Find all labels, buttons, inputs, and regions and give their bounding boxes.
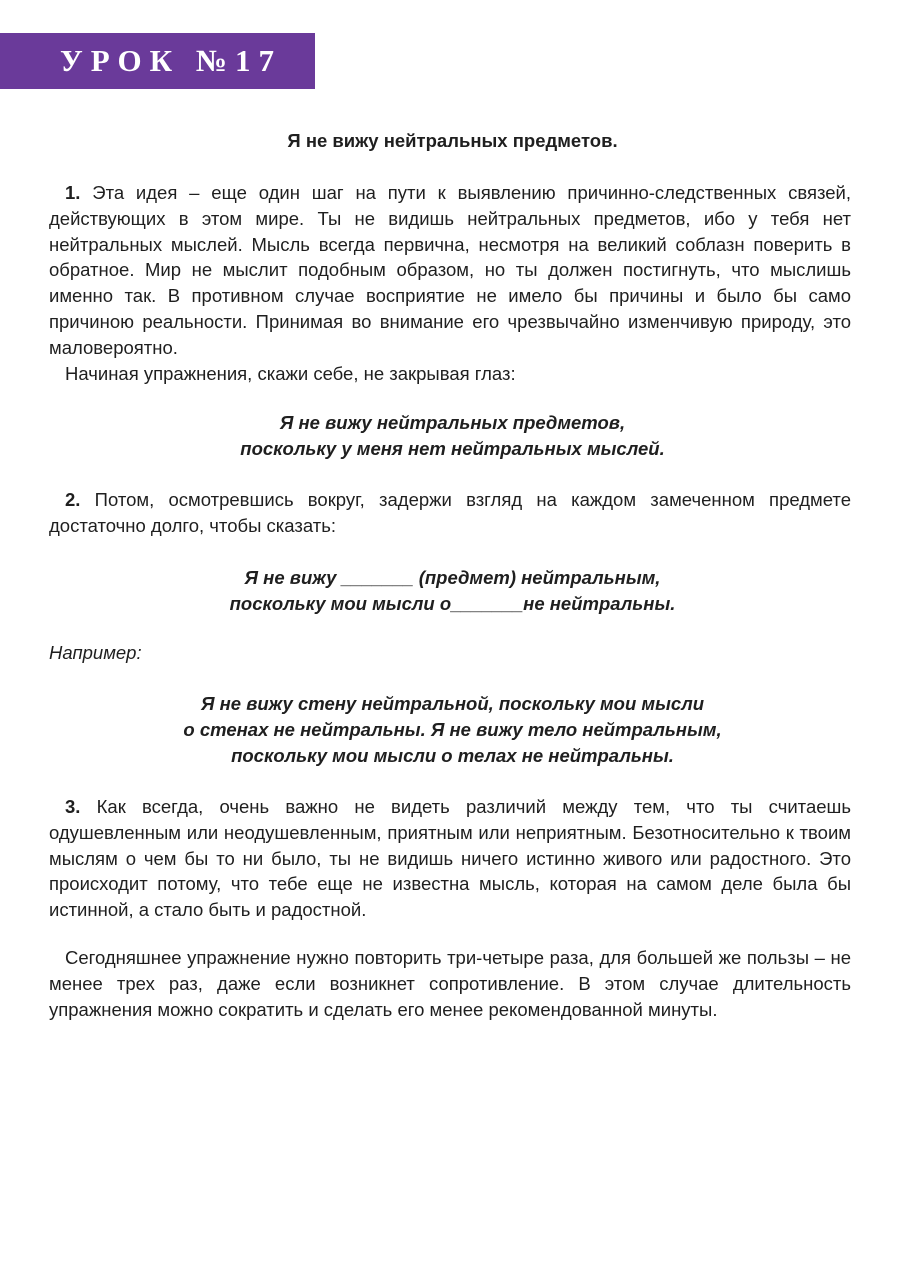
quote-line: поскольку мои мысли о_______не нейтральны. [229, 592, 676, 614]
section-3-paragraph [49, 794, 851, 923]
section-1-number: 1. [65, 182, 81, 203]
lesson-title: Я не вижу нейтральных предметов. [287, 130, 618, 151]
section-1-text: Эта идея – еще один шаг на пути к выявлению причинно-следственных связей, действующих в этом мире. Ты не видишь нейтральных предметов, ибо у тебя нет нейтральных мыслей. Мысль всегда первична, несмотря на великий соблазн поверить в обратное. Мир не мыслит подобным образом, но ты должен постигнуть, что мыслишь именно так. В противном случае восприятие не имело бы причины и было бы само причиною реальности. Принимая во внимание его чрезвычайно изменчивую природу, это маловероятно. [49, 182, 852, 358]
quote-line: о стенах не нейтральны. Я не вижу тело нейтральным, [183, 718, 722, 740]
section-2-paragraph [49, 487, 851, 539]
quote-line: поскольку мои мысли о телах не нейтральны. [231, 744, 674, 766]
section-1-followup: Начиная упражнения, скажи себе, не закрывая глаз: [65, 362, 516, 384]
lesson-number: УРОК №17 [60, 43, 282, 78]
closing-section [49, 945, 851, 1022]
closing-paragraph: Сегодняшнее упражнение нужно повторить три-четыре раза, для большей же пользы – не менее трех раз, даже если возникнет сопротивление. В этом случае длительность упражнения можно сократить и сделать его менее рекомендованной минуты. [49, 947, 851, 1020]
quote-line: Я не вижу нейтральных предметов, [279, 412, 626, 433]
example-quote [0, 691, 905, 768]
section-2 [49, 487, 851, 539]
example-label: Например: [49, 642, 142, 663]
affirmation-quote-2 [0, 565, 905, 617]
lesson-banner [0, 33, 315, 89]
section-1-paragraph [49, 180, 851, 361]
affirmation-quote-1 [0, 410, 905, 462]
section-2-number: 2. [65, 489, 81, 510]
quote-line: поскольку у меня нет нейтральных мыслей. [240, 437, 665, 459]
section-2-text: Потом, осмотревшись вокруг, задержи взгляд на каждом замеченном предмете достаточно долго, чтобы сказать: [49, 489, 851, 536]
section-3 [49, 794, 851, 923]
section-3-text: Как всегда, очень важно не видеть различий между тем, что ты считаешь одушевленным или неодушевленным, приятным или неприятным. Безотносительно к твоим мыслям о чем бы то ни было, ты не видишь ничего истинно живого или радостного. Это происходит потому, что тебе еще не известна мысль, которая на самом деле была бы истинной, а стало быть и радостной. [49, 796, 851, 921]
quote-line: Я не вижу _______ (предмет) нейтральным, [244, 567, 661, 588]
section-3-number: 3. [65, 796, 81, 817]
quote-line: Я не вижу стену нейтральной, поскольку мои мысли [200, 693, 705, 714]
section-1 [49, 180, 851, 386]
